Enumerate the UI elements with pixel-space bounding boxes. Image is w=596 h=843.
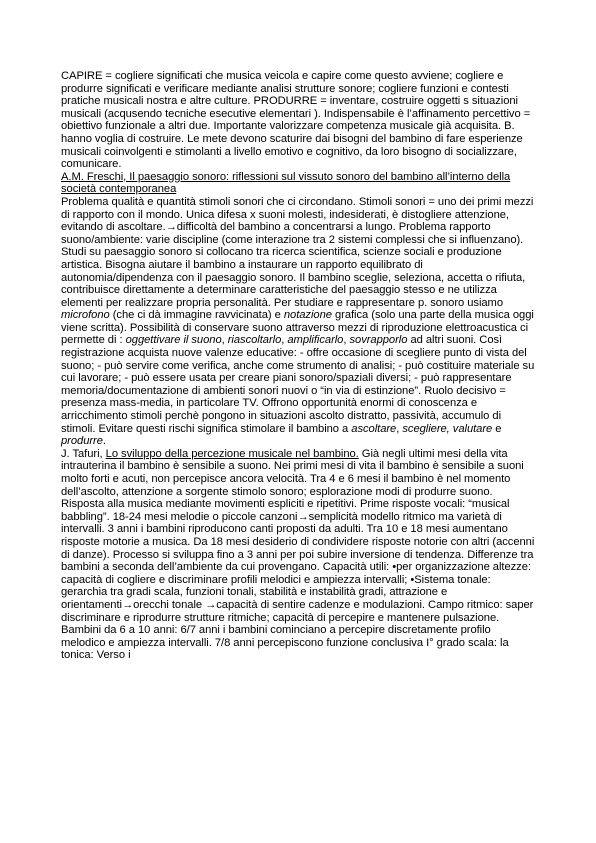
text-run: (che ci dà immagine ravvicinata) e [109, 309, 284, 322]
tafuri-paragraph [61, 448, 537, 662]
text-run: . [102, 435, 106, 448]
tafuri-title: Lo sviluppo della percezione musicale nel bambino. [105, 447, 359, 460]
text-run: , [396, 422, 403, 435]
text-run: , [281, 334, 288, 347]
tafuri-author: J. Tafuri, [61, 447, 106, 460]
freschi-heading: A.M. Freschi, Il paesaggio sonoro: riflessioni sul vissuto sonoro del bambino all’interno della società contemporanea [61, 170, 511, 196]
document-page [61, 70, 537, 662]
text-run: , [221, 334, 228, 347]
italic-term: notazione [283, 309, 332, 322]
text-run: ad altri suoni. Così registrazione acquista nuove valenze educative: - offre occasione di scegliere punto di vista del suono; - può servire come verifica, anche come strumento di analisi; - può costituire materiale su cui lavorare; - può essere usata per creare piani sonoro/spaziali diversi; - può rappresentare memoria/documentazione di ambienti sonori nuovi o “in via di estinzione”. Ruolo decisivo = presenza mass-media, in particolare TV. Offrono opportunità enormi di conoscenza e arricchimento stimoli perchè pongono in situazioni ascolto distratto, passività, accumulo di stimoli. Evitare questi rischi significa stimolare il bambino a [61, 334, 535, 435]
text-run: grafica (solo una parte della musica oggi viene scritta). Possibilità di conservare suono attraverso mezzi di riproduzione elettroacustica ci permette di : [61, 309, 534, 347]
italic-term: amplificarlo [287, 334, 344, 347]
text-run: Problema qualità e quantità stimoli sonori che ci circondano. Stimoli sonori = uno dei primi mezzi di rapporto con il mondo. Unica difesa x suoni molesti, indesiderati, è distogliere attenzione, evitando di ascoltare.→difficoltà del bambino a concentrarsi a lungo. Problema rapporto suono/ambiente: varie discipline (come interazione tra 2 sistemi complessi che si influenzano). Studi su paesaggio sonoro si collocano tra ricerca scientifica, scienze sociali e produzione artistica. Bisogna aiutare il bambino a instaurare un rapporto equilibrato di autonomia/dipendenza con il paesaggio sonoro. Il bambino sceglie, seleziona, accetta o rifiuta, contribuisce direttamente a determinare caratteristiche del paesaggio stesso e ne utilizza elementi per realizzare propria personalità. Per studiare e rappresentare p. sonoro usiamo [61, 195, 534, 309]
italic-term: microfono [61, 309, 110, 322]
freschi-paragraph [61, 196, 537, 448]
text-run: Già negli ultimi mesi della vita intrauterina il bambino è sensibile a suono. Nei primi mesi di vita il bambino è sensibile a suoni molto forti e acuti, non percepisce ancora velocità. Tra 4 e 6 mesi il bambino è nel momento dell’ascolto, attenzione a sorgente stimolo sonoro; esplorazione modi di produrre suono. Risposta alla musica mediante movimenti espliciti e ripetitivi. Prime risposte vocali: “musical babbling”. 18-24 mesi melodie o piccole canzoni→semplicità modello ritmico ma varietà di intervalli. 3 anni i bambini riproducono canti proposti da adulti. Tra 10 e 18 mesi aumentano risposte motorie a musica. Da 18 mesi desiderio di condividere risposte notorie con altri (accenni di danze). Processo si sviluppa fino a 3 anni per poi subire inversione di tendenza. Differenze tra bambini a seconda dell’ambiente da cui provengano. Capacità utili: •per organizzazione altezze: capacità di cogliere e discriminare profili melodici e ampiezza intervalli; •Sistema tonale: gerarchia tra gradi scala, funzioni tonali, stabilità e instabilità gradi, attrazione e orientamenti→orecchi tonale →capacità di sentire cadenze e modulazioni. Campo ritmico: saper discriminare e riprodurre strutture ritmiche; capacità di percepire e mantenere pulsazione. Bambini da 6 a 10 anni: 6/7 anni i bambini cominciano a percepire discretamente profilo melodico e ampiezza intervalli. 7/8 anni percepiscono funzione conclusiva I° grado scala: la tonica: Verso i [61, 447, 535, 662]
italic-term: ascoltare [351, 422, 397, 435]
italic-term: oggettivare il suono [125, 334, 222, 347]
intro-paragraph: CAPIRE = cogliere significati che musica veicola e capire come questo avviene; cogliere e produrre significati e verificare mediante analisi strutture sonore; cogliere funzioni e contesti pratiche musicali nostra e altre culture. PRODURRE = inventare, costruire oggetti s situazioni musicali (acqusendo tecniche esecutive elementari ). Indispensabile è l’affinamento percettivo = obiettivo funzionale a altri due. Importante valorizzare competenza musicale già acquisita. B. hanno voglia di costruire. Le mete devono scaturire dai bisogni del bambino di fare esperienze musicali coinvolgenti e stimolanti a livello emotivo e cognitivo, da loro bisogno di socializzare, comunicare. [61, 70, 531, 171]
text-run: , [343, 334, 350, 347]
italic-term: scegliere, valutare [402, 422, 493, 435]
italic-term: sovrapporlo [349, 334, 408, 347]
text-run: e [492, 422, 502, 435]
italic-term: produrre [61, 435, 103, 448]
italic-term: riascoltarlo [227, 334, 282, 347]
